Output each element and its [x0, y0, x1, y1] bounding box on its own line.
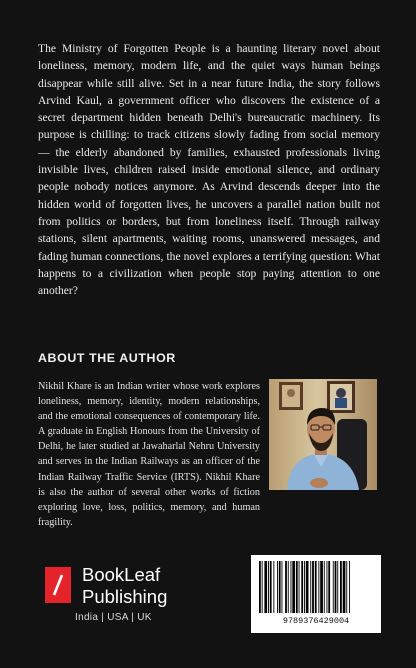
publisher-regions: India | USA | UK [75, 612, 152, 623]
barcode-bars [251, 555, 381, 615]
publisher-name-line1: BookLeaf [82, 564, 161, 585]
book-synopsis: The Ministry of Forgotten People is a haunting literary novel about loneliness, memory, modern life, and the quiet ways human beings disappear while still alive. Set in a near future India, the story follows Arvind Kaul, a government officer who discovers the existence of a secret department hidden beneath Delhi's bureaucratic machinery. Its purpose is chilling: to track citizens slowly fading from social memory — the elderly abandoned by families, exhausted professionals living invisible lives, children raised inside emotional silence, and ordinary people nobody notices anymore. As Arvind descends deeper into the hidden world of forgotten lives, he uncovers a parallel nation built not from politics or borders, but from loneliness itself. Through railway stations, silent apartments, waiting rooms, unanswered messages, and fading human connections, the novel explores a terrifying question: What happens to a civilization when people stop paying attention to one another? [38, 42, 380, 298]
publisher-name-line2: Publishing [82, 586, 168, 607]
isbn-barcode [251, 555, 381, 633]
publisher-name [82, 564, 167, 608]
isbn-number: 9789376429004 [282, 616, 350, 626]
slash-icon [45, 567, 71, 603]
author-portrait-image [269, 379, 377, 490]
about-author-heading: ABOUT THE AUTHOR [38, 351, 176, 365]
author-bio: Nikhil Khare is an Indian writer whose work explores loneliness, memory, identity, modern relationships, and the emotional consequences of contemporary life. A graduate in English Honours from the University of Delhi, he later studied at Jawaharlal Nehru University and serves in the Indian Railways as an officer of the Indian Railway Traffic Service (IRTS). Nikhil Khare is also the author of several other works of fiction exploring love, loss, politics, memory, and human fragility. [38, 381, 260, 528]
author-photo [269, 379, 377, 490]
publisher-logo-mark [45, 567, 71, 603]
